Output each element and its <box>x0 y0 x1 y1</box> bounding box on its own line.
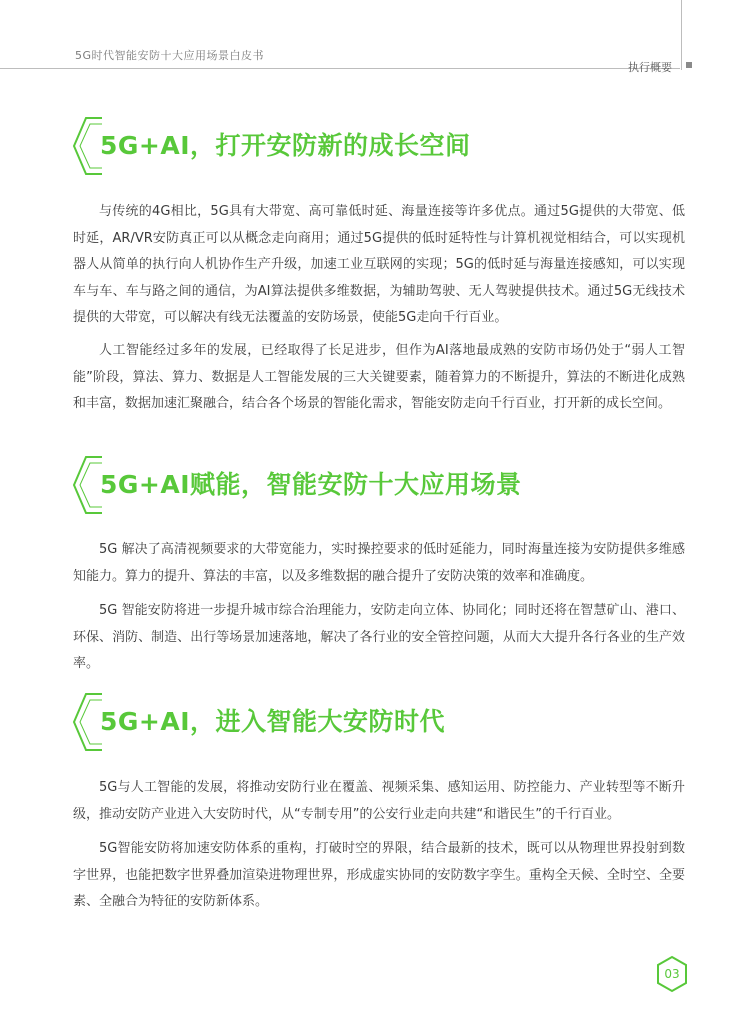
paragraph: 5G 解决了高清视频要求的大带宽能力，实时操控要求的低时延能力，同时海量连接为安防提供多维感知能力。算力的提升、算法的丰富，以及多维数据的融合提升了安防决策的效率和准确度。 <box>73 542 685 584</box>
section-label: 执行概要 <box>628 61 672 74</box>
section-heading-2 <box>72 449 712 521</box>
paragraph: 5G智能安防将加速安防体系的重构，打破时空的界限，结合最新的技术，既可以从物理世界投射到数字世界，也能把数字世界叠加渲染进物理世界，形成虚实协同的安防数字孪生。重构全天候、全时空、全要素、全融合为特征的安防新体系。 <box>73 841 685 909</box>
page-number: 03 <box>664 967 680 981</box>
header-rule <box>0 68 680 69</box>
paragraph: 5G 智能安防将进一步提升城市综合治理能力，安防走向立体、协同化；同时还将在智慧矿山、港口、环保、消防、制造、出行等场景加速落地，解决了各行业的安全管控问题，从而大大提升各行各业的生产效率。 <box>73 603 685 671</box>
section-heading-text: 5G+AI，打开安防新的成长空间 <box>100 131 471 160</box>
section-heading-text: 5G+AI赋能，智能安防十大应用场景 <box>100 470 522 499</box>
page-number-badge <box>656 955 688 997</box>
paragraph: 人工智能经过多年的发展，已经取得了长足进步，但作为AI落地最成熟的安防市场仍处于“弱人工智能”阶段，算法、算力、数据是人工智能发展的三大关键要素，随着算力的不断提升，算法的不断进化成熟和丰富，数据加速汇聚融合，结合各个场景的智能化需求，智能安防走向千行百业，打开新的成长空间。 <box>73 343 685 411</box>
section-heading-1 <box>72 110 712 182</box>
header-vertical-rule <box>681 0 682 70</box>
section-marker-square <box>686 62 692 68</box>
paragraph: 与传统的4G相比，5G具有大带宽、高可靠低时延、海量连接等许多优点。通过5G提供的大带宽、低时延，AR/VR安防真正可以从概念走向商用；通过5G提供的低时延特性与计算机视觉相结合，可以实现机器人从简单的执行向人机协作生产升级，加速工业互联网的实现；5G的低时延与海量连接感知，可以实现车与车、车与路之间的通信，为AI算法提供多维数据，为辅助驾驶、无人驾驶提供技术。通过5G无线技术提供的大带宽，可以解决有线无法覆盖的安防场景，使能5G走向千行百业。 <box>73 204 685 325</box>
section-heading-text: 5G+AI，进入智能大安防时代 <box>100 707 446 736</box>
paragraph: 5G与人工智能的发展，将推动安防行业在覆盖、视频采集、感知运用、防控能力、产业转型等不断升级，推动安防产业进入大安防时代，从“专制专用”的公安行业走向共建“和谐民生”的千行百业。 <box>73 780 685 822</box>
document-title: 5G时代智能安防十大应用场景白皮书 <box>75 49 265 62</box>
section-heading-3 <box>72 686 712 758</box>
